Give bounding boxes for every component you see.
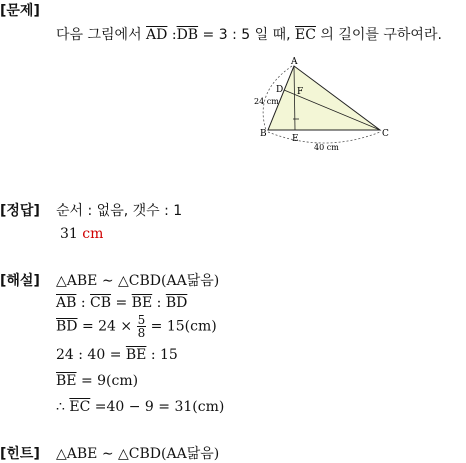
problem-header: [문제] (0, 3, 40, 19)
hint-text: △ABE ∼ △CBD(AA닮음) (56, 446, 220, 462)
solution-line-1: △ABE ∼ △CBD(AA닮음) (56, 273, 220, 289)
label-a: A (291, 57, 298, 67)
segment-db: $\overline{DB}$ (176, 27, 199, 43)
side-ab-label: 24 cm (254, 97, 279, 106)
arc-bc (268, 132, 380, 143)
triangle-figure (246, 56, 396, 156)
label-c: C (382, 129, 389, 139)
answer-header: [정답] (0, 203, 40, 219)
solution-line-4: 24 : $40 = \overline{BE}$ : 15 (56, 347, 178, 363)
segment-ad: $\overline{AD}$ (146, 27, 168, 43)
solution-line-2: $\overline{AB}$ : $\overline{CB} = \overline{BE}$ : $\overline{BD}$ (56, 295, 188, 311)
answer-value: 31 cm (60, 226, 104, 242)
solution-line-6: ∴ $\overline{EC} =40 - 9 = 31(cm)$ (56, 399, 225, 415)
label-d: D (276, 85, 284, 95)
problem-text: 다음 그림에서 $\overline{AD}$ $:\overline{DB} = 3$ : 5 일 때, $\overline{EC}$ 의 길이를 구하여라. (56, 27, 442, 43)
solution-line-5: $\overline{BE} = 9(cm)$ (56, 373, 139, 389)
label-f: F (297, 87, 304, 97)
side-bc-label: 40 cm (314, 143, 339, 152)
answer-unit: cm (82, 226, 104, 242)
triangle-abc (268, 66, 380, 130)
solution-header: [해설] (0, 273, 40, 289)
hint-header: [힌트] (0, 446, 40, 462)
answer-order: 순서 : 없음, 갯수 : 1 (56, 203, 183, 219)
segment-ec: $\overline{EC}$ (295, 27, 316, 43)
solution-line-3: $\overline{BD} = 24$ × $\frac{5}{8}$ = 15(cm) (56, 313, 217, 340)
label-e: E (292, 134, 299, 144)
fraction-5-8: $\frac{5}{8}$ (137, 313, 146, 340)
label-b: B (260, 129, 267, 139)
